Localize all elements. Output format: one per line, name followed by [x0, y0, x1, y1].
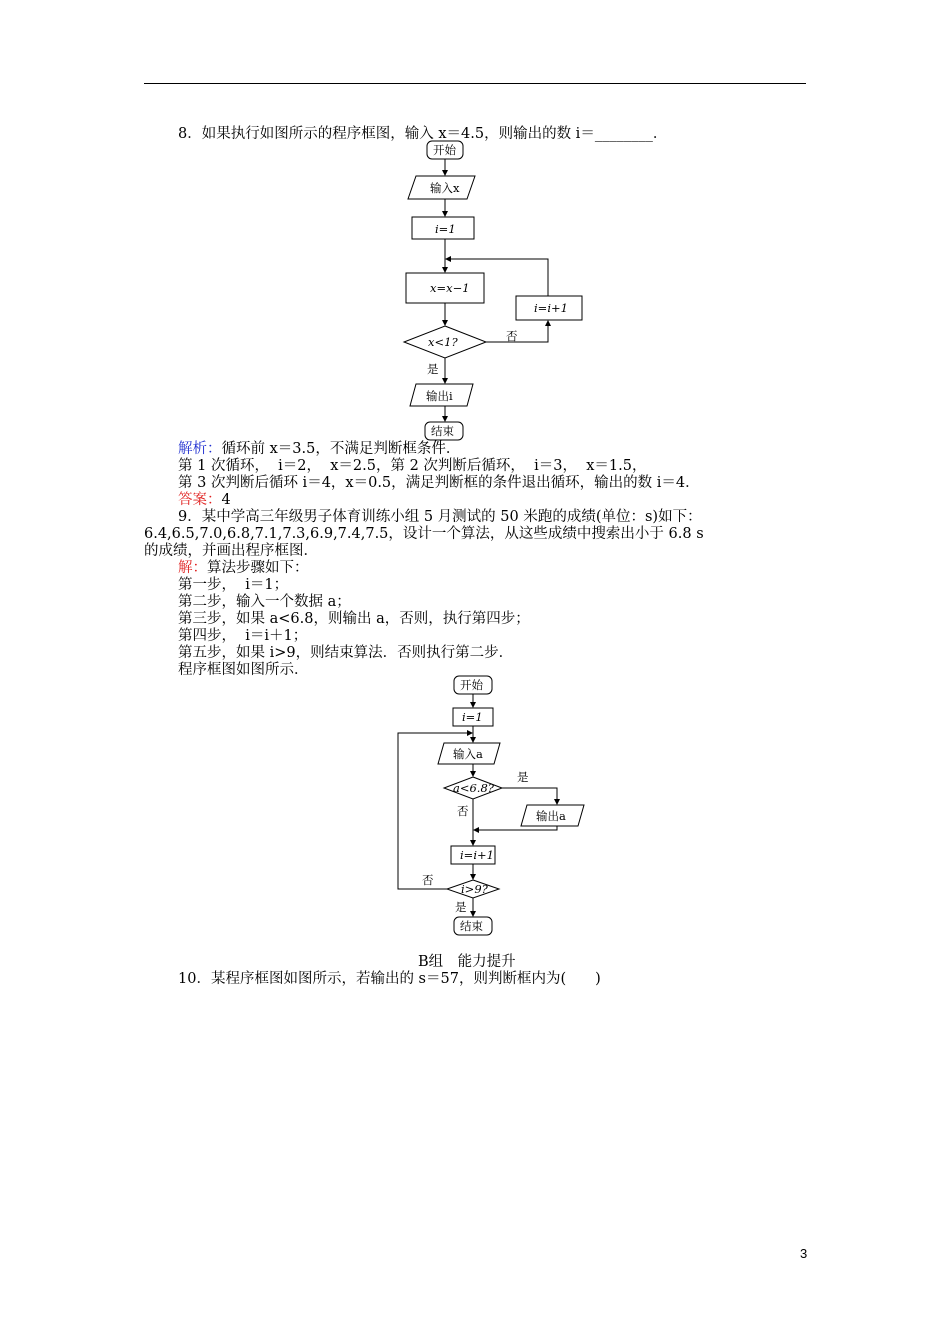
q9-step-4: 第四步， i＝i＋1；: [178, 628, 308, 644]
question-8: 8．如果执行如图所示的程序框图，输入 x＝4.5，则输出的数 i＝________．: [178, 126, 668, 142]
analysis-line-3: 第 3 次判断后循环 i＝4，x＝0.5，满足判断框的条件退出循环，输出的数 i＝4．: [178, 475, 700, 491]
solution-label: 解：: [178, 560, 207, 576]
q9-step-2: 第二步，输入一个数据 a；: [178, 594, 351, 610]
question-10: 10．某程序框图如图所示，若输出的 s＝57，则判断框内为( ): [178, 971, 601, 987]
fc9-no1-label: 否: [457, 804, 469, 818]
fc8-end-text: 结束: [431, 424, 454, 438]
fc9-cond2-text: i>9?: [461, 882, 488, 896]
q9-question-line-3: 的成绩，并画出程序框图．: [144, 543, 318, 559]
fc9-yes1-label: 是: [517, 770, 529, 784]
q8-analysis: [178, 441, 460, 458]
q9-question-line-1: 9．某中学高三年级男子体育训练小组 5 月测试的 50 米跑的成绩(单位：s)如下：: [178, 509, 702, 525]
fc8-input-text: 输入x: [430, 181, 460, 195]
solution-intro-text: 算法步骤如下：: [207, 560, 309, 576]
fc8-cond-text: x<1?: [428, 335, 458, 349]
q8-answer: [178, 492, 231, 509]
fc8-yes-label: 是: [427, 362, 439, 376]
q9-step-5: 第五步，如果 i>9，则结束算法．否则执行第二步．: [178, 645, 514, 661]
answer-label: 答案：: [178, 492, 222, 508]
fc9-start-text: 开始: [460, 678, 483, 692]
fc8-no-label: 否: [506, 329, 518, 343]
fc9-input-text: 输入a: [453, 747, 483, 761]
page-number: 3: [800, 1246, 808, 1261]
q9-step-3: 第三步，如果 a<6.8，则输出 a，否则，执行第四步；: [178, 611, 530, 627]
q9-figure-note: 程序框图如图所示．: [178, 662, 309, 678]
analysis-label: 解析：: [178, 441, 222, 457]
fc9-init-text: i=1: [462, 710, 483, 724]
analysis-line-1: 循环前 x＝3.5，不满足判断框条件．: [221, 441, 461, 457]
fc8-start-text: 开始: [433, 143, 456, 157]
analysis-line-2: 第 1 次循环， i＝2， x＝2.5，第 2 次判断后循环， i＝3， x＝1.5，: [178, 458, 647, 474]
fc8-update-text: i=i+1: [534, 301, 568, 315]
fc9-output-text: 输出a: [536, 809, 566, 823]
answer-value: 4: [221, 492, 231, 508]
section-b-heading: B组 能力提升: [418, 954, 516, 970]
fc8-step-text: x=x−1: [430, 281, 470, 295]
header-rule: [144, 83, 806, 84]
fc8-output-text: 输出i: [426, 389, 453, 403]
fc9-end-text: 结束: [460, 919, 483, 933]
q9-question-line-2: 6.4,6.5,7.0,6.8,7.1,7.3,6.9,7.4,7.5，设计一个算法，从这些成绩中搜索出小于 6.8 s: [144, 526, 704, 542]
fc9-cond1-text: a<6.8?: [453, 781, 494, 795]
q9-step-1: 第一步， i＝1；: [178, 577, 289, 593]
q9-solution-intro: [178, 560, 309, 577]
fc8-init-text: i=1: [435, 222, 456, 236]
fc9-update-text: i=i+1: [460, 848, 494, 862]
fc9-no2-label: 否: [422, 873, 434, 887]
fc9-yes2-label: 是: [455, 900, 467, 914]
flowchart-q8: [395, 138, 595, 443]
flowchart-q9: [390, 672, 600, 942]
